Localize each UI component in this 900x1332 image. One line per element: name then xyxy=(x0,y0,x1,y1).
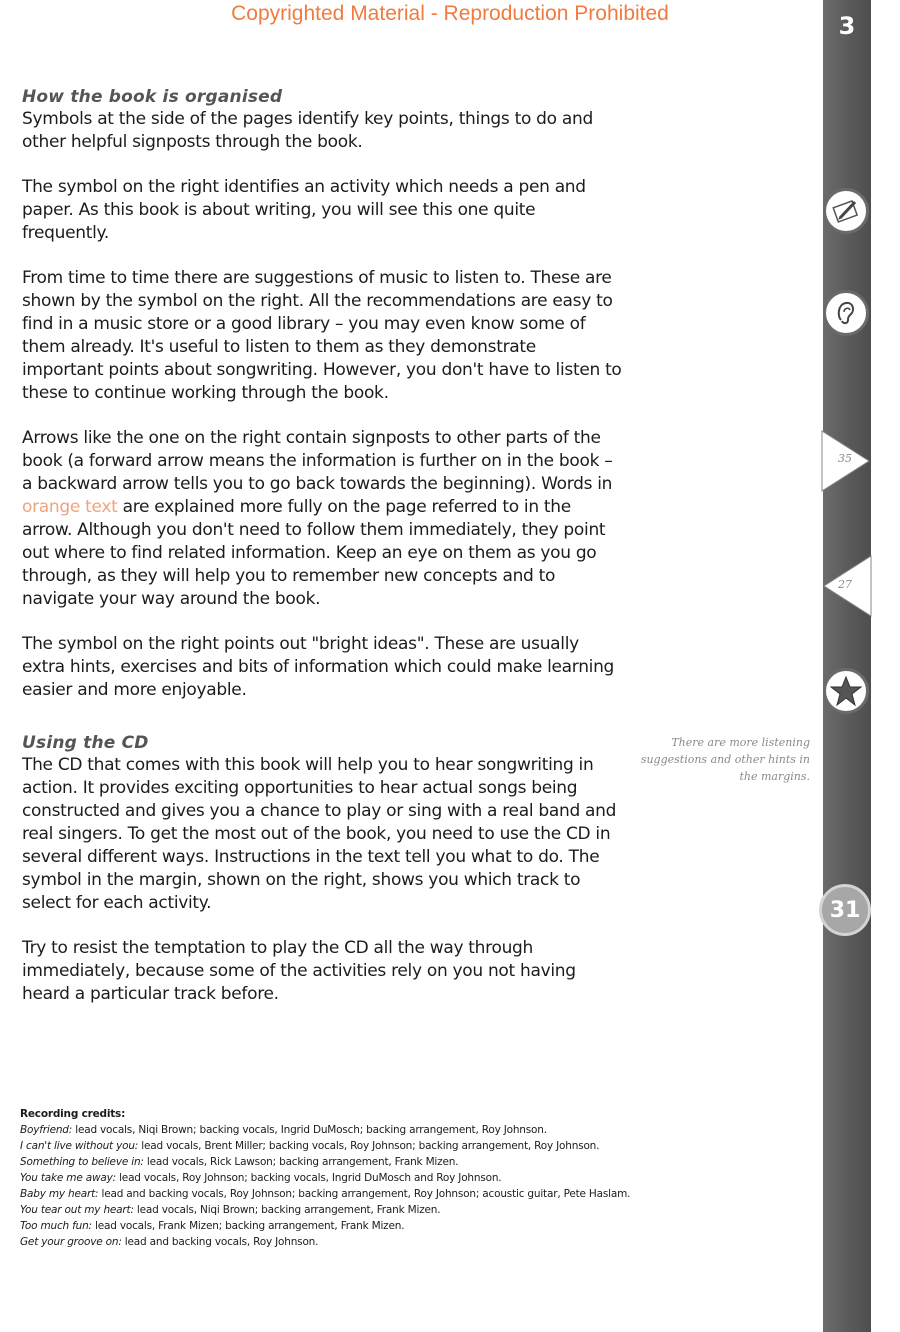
credit-song-title: Too much fun: xyxy=(20,1220,92,1232)
cd-track-badge: 31 xyxy=(819,884,871,936)
paragraph-arrows xyxy=(22,427,622,611)
credit-song-title: Something to believe in: xyxy=(20,1156,144,1168)
credit-details: lead and backing vocals, Roy Johnson. xyxy=(121,1236,319,1248)
ear-icon xyxy=(823,290,869,336)
credit-line xyxy=(20,1186,800,1202)
credit-details: lead vocals, Frank Mizen; backing arrangement, Frank Mizen. xyxy=(91,1220,405,1232)
paragraph-cd-usage: The CD that comes with this book will help you to hear songwriting in action. It provides exciting opportunities to hear actual songs being constructed and gives you a chance to play or sing with a real band and real singers. To get the most out of the book, you need to use the CD in several different ways. Instructions in the text tell you what to do. The symbol in the margin, shown on the right, shows you which track to select for each activity. xyxy=(22,755,617,913)
recording-credits xyxy=(20,1106,800,1250)
credit-song-title: You tear out my heart: xyxy=(20,1204,134,1216)
credit-song-title: Baby my heart: xyxy=(20,1188,99,1200)
forward-arrow-page: 35 xyxy=(838,452,852,465)
paragraph-symbols: Symbols at the side of the pages identify key points, things to do and other helpful signposts through the book. xyxy=(22,109,593,152)
credit-details: lead vocals, Niqi Brown; backing vocals, Ingrid DuMosch; backing arrangement, Roy Johnson. xyxy=(72,1124,547,1136)
star-icon xyxy=(823,668,869,714)
paragraph-cd-warning: Try to resist the temptation to play the CD all the way through immediately, because some of the activities rely on you not having heard a particular track before. xyxy=(22,938,576,1004)
credit-line xyxy=(20,1122,800,1138)
arrows-text-start: Arrows like the one on the right contain signposts to other parts of the book (a forward arrow means the information is further on in the book – a backward arrow tells you to go back towards the beginning). Words in xyxy=(22,428,613,494)
credit-song-title: Boyfriend: xyxy=(20,1124,73,1136)
credit-line xyxy=(20,1170,800,1186)
credit-line xyxy=(20,1154,800,1170)
credit-details: lead and backing vocals, Roy Johnson; backing arrangement, Roy Johnson; acoustic guitar, Pete Haslam. xyxy=(98,1188,631,1200)
credit-details: lead vocals, Rick Lawson; backing arrangement, Frank Mizen. xyxy=(143,1156,459,1168)
orange-text-example: orange text xyxy=(22,497,118,517)
arrows-text-end: are explained more fully on the page referred to in the arrow. Although you don't need to follow them immediately, they point out where to find related information. Keep an eye on them as you go through, as they will help you to remember new concepts and to navigate your way around the book. xyxy=(22,497,606,609)
credit-line xyxy=(20,1138,800,1154)
chapter-number: 3 xyxy=(838,12,856,40)
credit-song-title: You take me away: xyxy=(20,1172,116,1184)
credit-details: lead vocals, Roy Johnson; backing vocals, Ingrid DuMosch and Roy Johnson. xyxy=(115,1172,502,1184)
credit-details: lead vocals, Brent Miller; backing vocals, Roy Johnson; backing arrangement, Roy Johnson. xyxy=(138,1140,600,1152)
credit-line xyxy=(20,1218,800,1234)
credit-details: lead vocals, Niqi Brown; backing arrangement, Frank Mizen. xyxy=(133,1204,441,1216)
section-heading-cd: Using the CD xyxy=(22,733,149,753)
copyright-watermark: Copyrighted Material - Reproduction Prohibited xyxy=(231,2,669,25)
credit-line xyxy=(20,1234,800,1250)
paragraph-listen-symbol: From time to time there are suggestions of music to listen to. These are shown by the symbol on the right. All the recommendations are easy to find in a music store or a good library – you may even know some of them already. It's useful to listen to them as they demonstrate important points about songwriting. However, you don't have to listen to these to continue working through the book. xyxy=(22,268,622,403)
paragraph-pen-symbol: The symbol on the right identifies an activity which needs a pen and paper. As this book is about writing, you will see this one quite frequently. xyxy=(22,177,586,243)
paragraph-bright-ideas: The symbol on the right points out "bright ideas". These are usually extra hints, exercises and bits of information which could make learning easier and more enjoyable. xyxy=(22,634,615,700)
credits-heading: Recording credits: xyxy=(20,1108,126,1120)
credit-song-title: Get your groove on: xyxy=(20,1236,122,1248)
credit-song-title: I can't live without you: xyxy=(20,1140,139,1152)
credit-line xyxy=(20,1202,800,1218)
margin-note: There are more listening suggestions and other hints in the margins. xyxy=(640,736,810,783)
main-text-column xyxy=(22,86,622,1028)
backward-arrow-page: 27 xyxy=(838,578,852,591)
section-heading-organised: How the book is organised xyxy=(22,87,283,107)
pen-paper-icon xyxy=(823,188,869,234)
